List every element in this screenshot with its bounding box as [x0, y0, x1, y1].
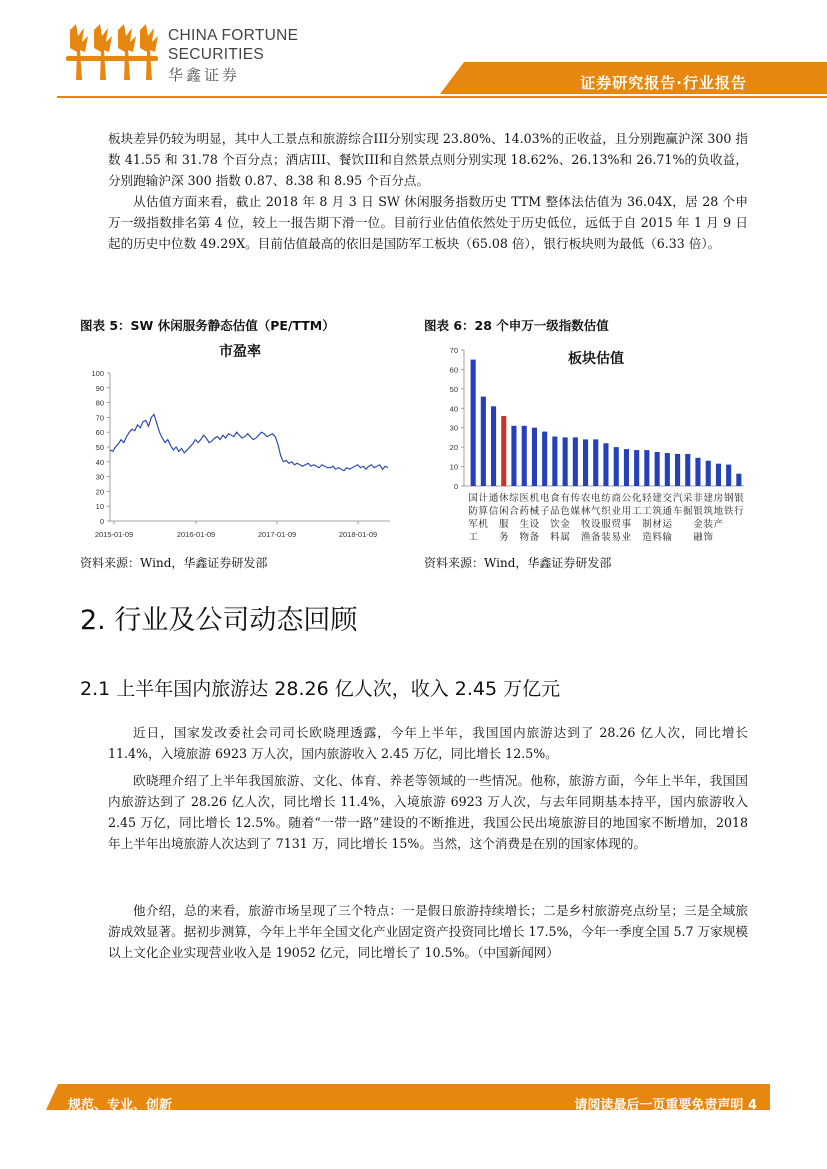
bar-category-label-char: 备 [529, 532, 540, 543]
index-valuation-bar-chart [436, 336, 756, 546]
line-y-tick-label: 50 [95, 443, 104, 452]
bar-category-label-char: 运 [662, 519, 673, 530]
bar-商业贸易 [614, 447, 619, 486]
brand-name-en-line1: CHINA FORTUNE [168, 27, 299, 44]
bar-化工 [634, 450, 639, 486]
intro-paragraph-1: 板块差异仍较为明显，其中人工景点和旅游综合III分别实现 23.80%、14.03%的正收益，且分别跑赢沪深 300 指数 41.55 和 31.78 个百分点；酒店III、餐饮III和自然景点则分别实现 18.62%、26.13%和 26.71%的负收益，分别跑输沪深 300 指数 0.87、8.38 和 8.95 个百分点。 [108, 131, 748, 188]
bar-category-label-char: 织 [601, 506, 611, 517]
bar-category-label-char: 金 [560, 519, 570, 530]
bar-category-label-char: 用 [621, 506, 632, 517]
bar-category-label-char: 商 [611, 493, 621, 504]
section-2-paragraph-2: 欧晓理介绍了上半年我国旅游、文化、体育、养老等领域的一些情况。他称，旅游方面，今年上半年，我国国内旅游达到了 28.26 亿人次，同比增长 11.4%，入境旅游 6923 万人次，与去年同期基本持平，国内旅游收入 2.45 万亿，同比增长 12.5%。随着“一带一路”建设的不断推进，我国公民出境旅游目的地国家不断增加，2018 年上半年出境旅游人次达到了 7131 万，同比增长 15%。当然，这个消费是在别的国家体现的。 [108, 773, 748, 851]
bar-category-label-char: 防 [468, 506, 478, 517]
bar-category-label-char: 工 [468, 532, 478, 543]
bar-category-label-char: 钢 [723, 493, 734, 504]
bar-chart-title: 板块估值 [568, 350, 624, 366]
bar-category-label-char: 化 [631, 493, 642, 504]
company-logo-icon [66, 22, 158, 82]
line-x-tick-label: 2015-01-09 [94, 530, 134, 539]
bar-category-label-char: 军 [468, 519, 478, 530]
bar-category-label-char: 计 [478, 493, 489, 504]
bar-category-label-char: 筑 [703, 506, 713, 517]
bar-category-label-char: 输 [662, 532, 673, 543]
bar-电子 [542, 432, 547, 486]
bar-category-label-char: 料 [652, 532, 662, 543]
bar-有色金属 [563, 437, 568, 486]
bar-category-label-char: 气 [591, 506, 601, 517]
bar-休闲服务 [501, 416, 506, 486]
bar-通信 [491, 406, 496, 486]
bar-category-label-char: 贸 [611, 519, 621, 530]
bar-category-label-char: 子 [539, 506, 550, 517]
figure-6-caption: 图表 6：28 个申万一级指数估值 [424, 318, 609, 333]
bar-纺织服装 [603, 443, 608, 486]
section-2-paragraph-1: 近日，国家发改委社会司司长欧晓理透露，今年上半年，我国国内旅游达到了 28.26 亿人次，同比增长 11.4%，入境旅游 6923 万人次，国内旅游收入 2.45 万亿，同比增长 12.5%。 [108, 725, 748, 761]
bar-category-label-char: 牧 [580, 519, 591, 530]
line-y-tick-label: 30 [95, 472, 104, 482]
bar-category-label-char: 非 [693, 493, 703, 504]
line-y-tick-label: 10 [95, 502, 104, 512]
bar-传媒 [573, 437, 578, 486]
bar-category-label-char: 金 [693, 519, 703, 530]
bar-category-label-char: 制 [642, 519, 652, 530]
bar-计算机 [481, 397, 486, 486]
bar-category-label-char: 有 [560, 493, 570, 504]
line-y-tick-label: 100 [91, 369, 104, 378]
bar-医药生物 [522, 426, 527, 486]
bar-category-label-char: 房 [713, 493, 724, 504]
bar-category-label-char: 事 [621, 519, 632, 530]
bar-category-label-char: 筑 [652, 506, 662, 517]
figure-6-source: 资料来源：Wind，华鑫证券研发部 [424, 556, 612, 570]
bar-非银金融 [695, 458, 700, 486]
bar-category-label-char: 休 [499, 493, 509, 504]
bar-category-label-char: 装 [601, 532, 611, 543]
bar-category-label-char: 铁 [723, 506, 734, 517]
bar-category-label-char: 渔 [580, 532, 591, 543]
line-y-tick-label: 0 [99, 517, 104, 526]
bar-category-label-char: 汽 [672, 493, 683, 504]
bar-category-label-char: 行 [734, 506, 744, 517]
bar-综合 [511, 426, 516, 486]
bar-category-label-char: 备 [591, 532, 601, 543]
bar-category-label-char: 融 [693, 532, 703, 543]
bar-category-label-char: 服 [499, 519, 509, 530]
bar-category-label-char: 公 [621, 493, 632, 504]
bar-category-label-char: 农 [580, 493, 591, 504]
bar-category-label-char: 色 [560, 506, 570, 517]
line-y-tick-label: 40 [95, 457, 104, 467]
bar-category-label-char: 银 [734, 493, 744, 504]
bar-category-label-char: 业 [621, 532, 632, 543]
bar-钢铁 [726, 465, 731, 486]
bar-交通运输 [665, 453, 670, 486]
bar-category-label-char: 械 [529, 506, 540, 517]
bar-category-label-char: 掘 [683, 506, 693, 517]
bar-category-label-char: 电 [539, 493, 550, 504]
bar-建筑装饰 [706, 461, 711, 486]
bar-category-label-char: 建 [703, 493, 713, 504]
bar-国防军工 [471, 360, 476, 486]
bar-category-label-char: 媒 [570, 506, 581, 517]
bar-category-label-char: 设 [591, 519, 601, 530]
bar-category-label-char: 地 [713, 506, 724, 517]
line-chart-title: 市盈率 [219, 343, 261, 359]
bar-category-label-char: 交 [662, 493, 673, 504]
bar-category-label-char: 生 [519, 519, 529, 530]
bar-category-label-char: 闲 [499, 506, 509, 517]
footer-slogan: 规范、专业、创新 [68, 1098, 173, 1113]
bar-category-label-char: 信 [488, 506, 499, 517]
figure-5-caption: 图表 5：SW 休闲服务静态估值（PE/TTM） [80, 318, 335, 333]
bar-category-label-char: 饰 [703, 532, 713, 543]
section-2-1-heading: 2.1 上半年国内旅游达 28.26 亿人次，收入 2.45 万亿元 [80, 678, 561, 700]
bar-房地产 [716, 464, 721, 486]
bar-category-label-char: 国 [468, 493, 478, 504]
bar-category-label-char: 传 [570, 493, 581, 504]
bar-category-label-char: 易 [611, 532, 621, 543]
bar-category-label-char: 设 [529, 519, 540, 530]
brand-name-cn: 华鑫证券 [168, 66, 241, 84]
bar-汽车 [675, 454, 680, 486]
bar-建筑材料 [655, 452, 660, 486]
bar-y-tick-label: 0 [453, 482, 458, 491]
bar-y-tick-label: 20 [449, 443, 458, 453]
bar-category-label-char: 林 [580, 506, 591, 517]
bar-category-label-char: 饮 [550, 519, 560, 530]
bar-category-label-char: 食 [550, 493, 560, 504]
bar-采掘 [685, 454, 690, 486]
bar-y-tick-label: 40 [449, 404, 458, 414]
bar-银行 [736, 474, 741, 486]
bar-category-label-char: 品 [550, 506, 560, 517]
bar-机械设备 [532, 428, 537, 486]
line-y-tick-label: 60 [95, 428, 104, 438]
bar-y-tick-label: 50 [449, 384, 458, 394]
bar-category-label-char: 造 [642, 532, 652, 543]
bar-category-label-char: 务 [499, 532, 509, 543]
bar-category-label-char: 建 [652, 493, 662, 504]
section-2-heading: 2. 行业及公司动态回顾 [80, 605, 358, 636]
bar-y-tick-label: 60 [449, 365, 458, 375]
bar-轻工制造 [644, 450, 649, 486]
bar-category-label-char: 采 [683, 493, 693, 504]
bar-y-tick-label: 70 [449, 346, 458, 355]
bar-category-label-char: 合 [509, 506, 519, 517]
bar-category-label-char: 产 [713, 519, 724, 530]
bar-category-label-char: 银 [693, 506, 703, 517]
bar-category-label-char: 工 [642, 506, 652, 517]
brand-name-en-line2: SECURITIES [168, 46, 265, 63]
line-x-tick-label: 2017-01-09 [257, 530, 297, 539]
bar-category-label-char: 机 [478, 519, 489, 530]
bar-category-label-char: 算 [478, 506, 489, 517]
bar-category-label-char: 料 [550, 532, 560, 543]
line-y-tick-label: 70 [95, 413, 104, 423]
footer-disclaimer-page: 请阅读最后一页重要免责声明 4 [574, 1098, 757, 1113]
bar-category-label-char: 通 [488, 493, 499, 504]
report-type-label: 证券研究报告·行业报告 [580, 74, 747, 92]
bar-category-label-char: 服 [601, 519, 611, 530]
line-y-tick-label: 20 [95, 487, 104, 497]
bar-category-label-char: 业 [611, 506, 621, 517]
bar-农林牧渔 [583, 439, 588, 486]
bar-y-tick-label: 30 [449, 423, 458, 433]
line-x-tick-label: 2016-01-09 [176, 530, 216, 539]
intro-paragraph-2: 从估值方面来看，截止 2018 年 8 月 3 日 SW 休闲服务指数历史 TTM 整体法估值为 36.04X，居 28 个申万一级指数排名第 4 位，较上一报告期下滑一位。目前行业估值依然处于历史低位，远低于自 2015 年 1 月 9 日起的历史中位数 49.29X。目前估值最高的依旧是国防军工板块（65.08 倍），银行板块则为最低（6.33 倍）。 [108, 194, 748, 251]
bar-category-label-char: 通 [662, 506, 673, 517]
pe-series-line [110, 414, 388, 470]
bar-category-label-char: 药 [519, 506, 529, 517]
section-2-paragraph-3: 他介绍，总的来看，旅游市场呈现了三个特点：一是假日旅游持续增长；二是乡村旅游亮点纷呈；三是全域旅游成效显著。据初步测算，今年上半年全国文化产业固定资产投资同比增长 17.5%，今年一季度全国 5.7 万家规模以上文化企业实现营业收入是 19052 亿元，同比增长了 10.5%。（中国新闻网） [108, 903, 748, 960]
line-y-tick-label: 80 [95, 398, 104, 408]
line-x-tick-label: 2018-01-09 [338, 530, 378, 539]
bar-y-tick-label: 10 [449, 462, 458, 472]
bar-category-label-char: 机 [529, 493, 540, 504]
pe-line-chart [80, 336, 400, 544]
bar-category-label-char: 工 [631, 506, 642, 517]
bar-category-label-char: 车 [672, 506, 683, 517]
line-y-tick-label: 90 [95, 383, 104, 393]
bar-category-label-char: 综 [509, 493, 519, 504]
figure-5-source: 资料来源：Wind，华鑫证券研发部 [80, 556, 268, 570]
bar-category-label-char: 轻 [642, 493, 652, 504]
bar-category-label-char: 纺 [601, 493, 611, 504]
bar-公用事业 [624, 449, 629, 486]
bar-category-label-char: 电 [591, 493, 601, 504]
bar-category-label-char: 材 [652, 519, 662, 530]
bar-食品饮料 [552, 437, 557, 487]
bar-category-label-char: 装 [703, 519, 713, 530]
bar-category-label-char: 医 [519, 493, 529, 504]
bar-category-label-char: 物 [519, 532, 529, 543]
bar-category-label-char: 属 [560, 532, 570, 543]
bar-电气设备 [593, 439, 598, 486]
